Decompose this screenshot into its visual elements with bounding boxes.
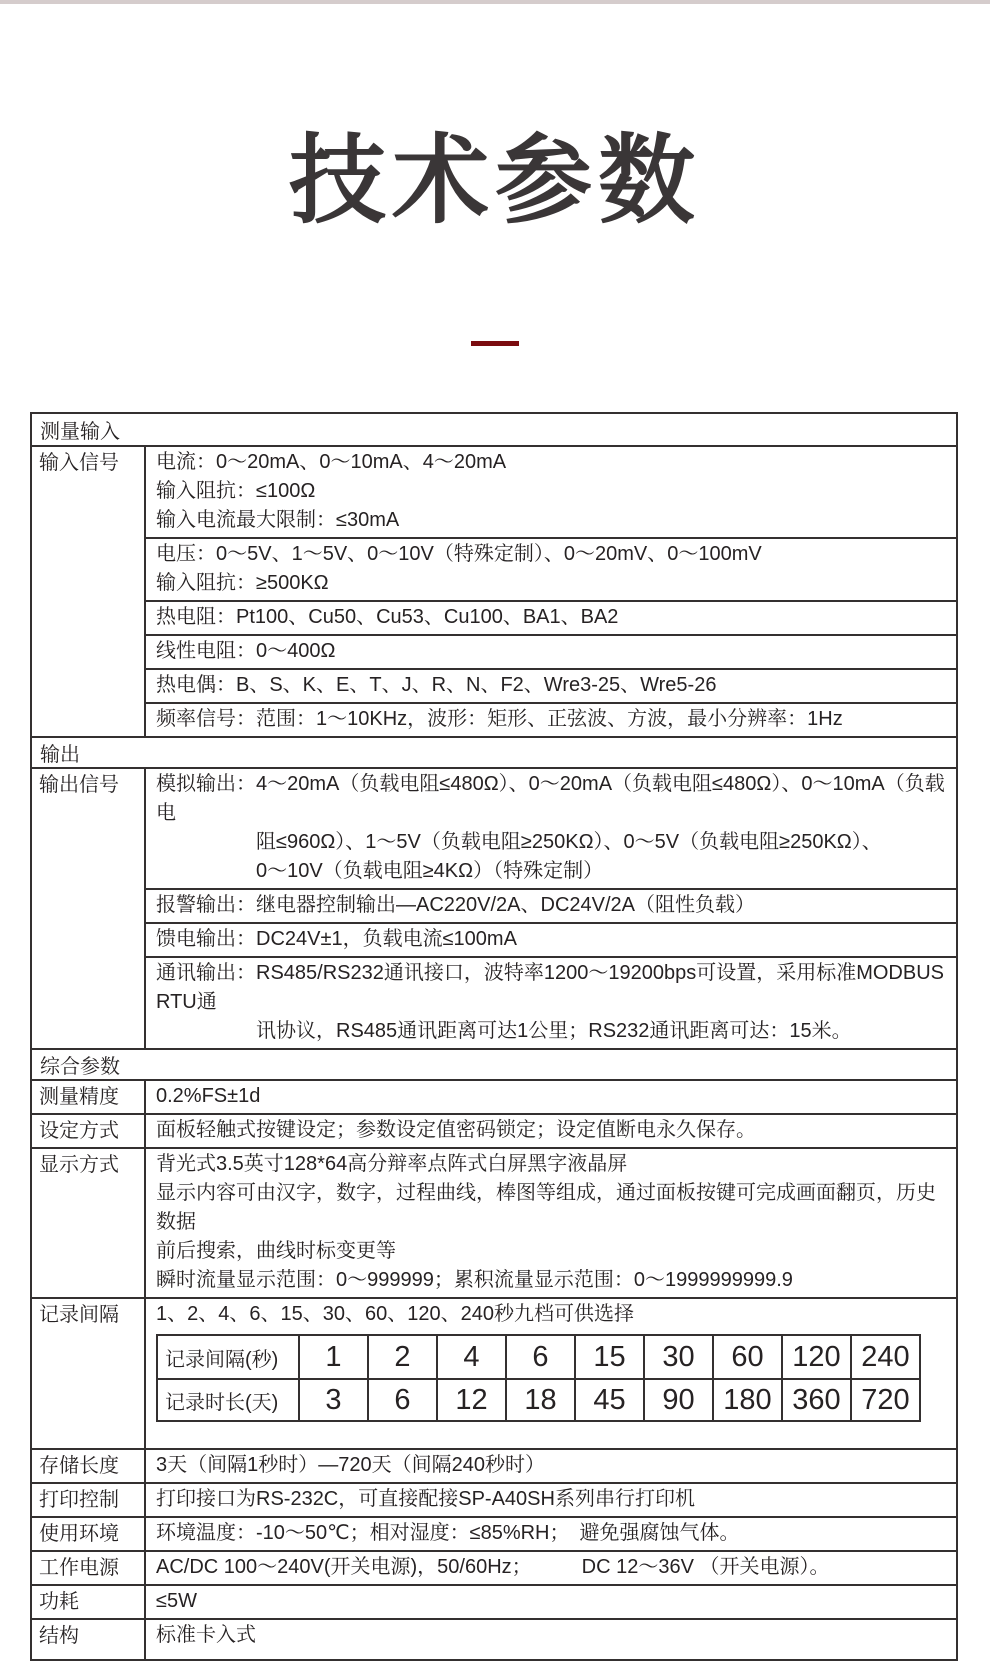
row-label: 结构: [39, 1625, 79, 1647]
spec-line: 讯协议，RS485通讯距离可达1公里；RS232通讯距离可达：15米。: [256, 1020, 852, 1042]
spec-cell: [146, 922, 956, 956]
spec-line: 输入阻抗：≥500KΩ: [156, 572, 329, 594]
record-table-cell: 60: [712, 1336, 781, 1378]
spec-line: 打印接口为RS-232C，可直接配接SP-A40SH系列串行打印机: [156, 1488, 695, 1510]
record-table-cell: 90: [643, 1378, 712, 1420]
spec-cell: [146, 1081, 956, 1113]
spec-line: 0.2%FS±1d: [156, 1085, 261, 1107]
row-label: 记录间隔: [39, 1304, 119, 1326]
spec-cell: [146, 769, 956, 888]
spec-group-row: [32, 1584, 956, 1618]
spec-line: 面板轻触式按键设定；参数设定值密码锁定；设定值断电永久保存。: [156, 1119, 756, 1141]
record-table-cell: 30: [643, 1336, 712, 1378]
spec-cell: [146, 1620, 956, 1659]
spec-line: 输入电流最大限制：≤30mA: [156, 509, 400, 531]
row-content: [144, 1620, 956, 1659]
row-content: [144, 1450, 956, 1482]
spec-line: 通讯输出：RS485/RS232通讯接口，波特率1200～19200bps可设置，采用标准MODBUS RTU通: [156, 962, 944, 1013]
record-table-cell: 12: [436, 1378, 505, 1420]
spec-group-row: [32, 1079, 956, 1113]
row-content: [144, 1518, 956, 1550]
section-label: 综合参数: [40, 1056, 120, 1078]
spec-cell: [146, 447, 956, 537]
spec-line: 背光式3.5英寸128*64高分辩率点阵式白屏黑字液晶屏: [156, 1153, 628, 1175]
spec-group-row: [32, 1448, 956, 1482]
spec-line: 瞬时流量显示范围：0～999999；累积流量显示范围：0～1999999999.9: [156, 1269, 793, 1291]
spec-line: ≤5W: [156, 1590, 197, 1612]
record-table-row-header: 记录间隔(秒): [165, 1348, 279, 1371]
spec-line: 环境温度：-10～50℃；相对湿度：≤85%RH； 避免强腐蚀气体。: [156, 1522, 740, 1544]
spec-line: 电流：0～20mA、0～10mA、4～20mA: [156, 451, 507, 473]
row-label: 输入信号: [39, 452, 119, 474]
row-content: [144, 1552, 956, 1584]
row-content: [144, 1149, 956, 1297]
spec-section-row: [32, 414, 956, 445]
row-label: 输出信号: [39, 774, 119, 796]
record-table-cell: 180: [712, 1378, 781, 1420]
spec-cell: [146, 634, 956, 668]
spec-line: 3天（间隔1秒时）—720天（间隔240秒时）: [156, 1454, 545, 1476]
spec-group-row: [32, 1618, 956, 1659]
row-label: 功耗: [39, 1591, 79, 1613]
spec-line: 输入阻抗：≤100Ω: [156, 480, 316, 502]
spec-cell: [146, 600, 956, 634]
spec-cell: [146, 1299, 956, 1448]
row-content: [144, 1586, 956, 1618]
spec-line: 频率信号：范围：1～10KHz，波形：矩形、正弦波、方波，最小分辨率：1Hz: [156, 708, 843, 730]
spec-group-row: [32, 1550, 956, 1584]
spec-cell: [146, 1450, 956, 1482]
spec-line: 阻≤960Ω）、1～5V（负载电阻≥250KΩ）、0～5V（负载电阻≥250KΩ）、: [256, 831, 882, 853]
spec-group-row: [32, 1147, 956, 1297]
row-label: 工作电源: [39, 1557, 119, 1579]
record-table-cell: 720: [850, 1378, 919, 1420]
spec-section-row: [32, 736, 956, 767]
spec-table: [30, 412, 958, 1661]
spec-line: 显示内容可由汉字，数字，过程曲线，棒图等组成，通过面板按键可完成画面翻页，历史数据: [156, 1182, 936, 1233]
row-content: [144, 1299, 956, 1448]
spec-line: 馈电输出：DC24V±1，负载电流≤100mA: [156, 928, 517, 950]
spec-cell: [146, 668, 956, 702]
record-table-cell: 6: [505, 1336, 574, 1378]
row-content: [144, 769, 956, 1048]
row-label: 显示方式: [39, 1154, 119, 1176]
section-label: 测量输入: [40, 421, 120, 443]
spec-cell: [146, 1149, 956, 1297]
spec-cell: [146, 1484, 956, 1516]
spec-cell: [146, 1552, 956, 1584]
spec-cell: [146, 1586, 956, 1618]
spec-cell: [146, 956, 956, 1048]
title-divider: [471, 341, 519, 346]
spec-group-row: [32, 445, 956, 736]
spec-line: AC/DC 100～240V(开关电源)，50/60Hz； DC 12～36V （开关电源）。: [156, 1556, 830, 1578]
spec-cell: [146, 1518, 956, 1550]
spec-line: 线性电阻：0～400Ω: [156, 640, 336, 662]
record-table-cell: 2: [367, 1336, 436, 1378]
row-label: 测量精度: [39, 1086, 119, 1108]
page-title: 技术参数: [289, 126, 701, 235]
spec-line: 电压：0～5V、1～5V、0～10V（特殊定制）、0～20mV、0～100mV: [156, 543, 762, 565]
row-label: 存储长度: [39, 1455, 119, 1477]
spec-group-row: [32, 1516, 956, 1550]
record-table-row-header: 记录时长(天): [158, 1378, 298, 1420]
record-table-cell: 6: [367, 1378, 436, 1420]
spec-group-row: [32, 1297, 956, 1448]
spec-line: 1、2、4、6、15、30、60、120、240秒九档可供选择: [156, 1303, 634, 1325]
row-content: [144, 1081, 956, 1113]
spec-line: 热电阻：Pt100、Cu50、Cu53、Cu100、BA1、BA2: [156, 606, 619, 628]
row-label: 使用环境: [39, 1523, 119, 1545]
record-table-cell: 3: [298, 1378, 367, 1420]
spec-group-row: [32, 767, 956, 1048]
spec-section-row: [32, 1048, 956, 1079]
spec-line: 0～10V（负载电阻≥4KΩ）（特殊定制）: [256, 860, 604, 882]
spec-line: 标准卡入式: [156, 1624, 256, 1646]
section-label: 输出: [40, 744, 80, 766]
spec-cell: [146, 1115, 956, 1147]
record-table-cell: 15: [574, 1336, 643, 1378]
spec-line: 报警输出：继电器控制输出—AC220V/2A、DC24V/2A（阻性负载）: [156, 894, 756, 916]
row-content: [144, 1484, 956, 1516]
record-table-cell: 4: [436, 1336, 505, 1378]
spec-line: 模拟输出：4～20mA（负载电阻≤480Ω）、0～20mA（负载电阻≤480Ω）、0～10mA（负载电: [156, 773, 945, 824]
record-table-cell: 120: [781, 1336, 850, 1378]
row-label: 设定方式: [39, 1120, 119, 1142]
spec-line: 前后搜索，曲线时标变更等: [156, 1240, 396, 1262]
record-table-cell: 360: [781, 1378, 850, 1420]
spec-line: 热电偶：B、S、K、E、T、J、R、N、F2、Wre3-25、Wre5-26: [156, 674, 717, 696]
spec-cell: [146, 888, 956, 922]
record-table-cell: 240: [850, 1336, 919, 1378]
spec-group-row: [32, 1113, 956, 1147]
spec-cell: [146, 537, 956, 600]
spec-cell: [146, 702, 956, 736]
row-content: [144, 1115, 956, 1147]
spec-group-row: [32, 1482, 956, 1516]
record-interval-table: [156, 1334, 921, 1422]
row-label: 打印控制: [39, 1489, 119, 1511]
row-content: [144, 447, 956, 736]
record-table-cell: 1: [298, 1336, 367, 1378]
record-table-cell: 45: [574, 1378, 643, 1420]
page-top-band: [0, 0, 990, 4]
record-table-cell: 18: [505, 1378, 574, 1420]
